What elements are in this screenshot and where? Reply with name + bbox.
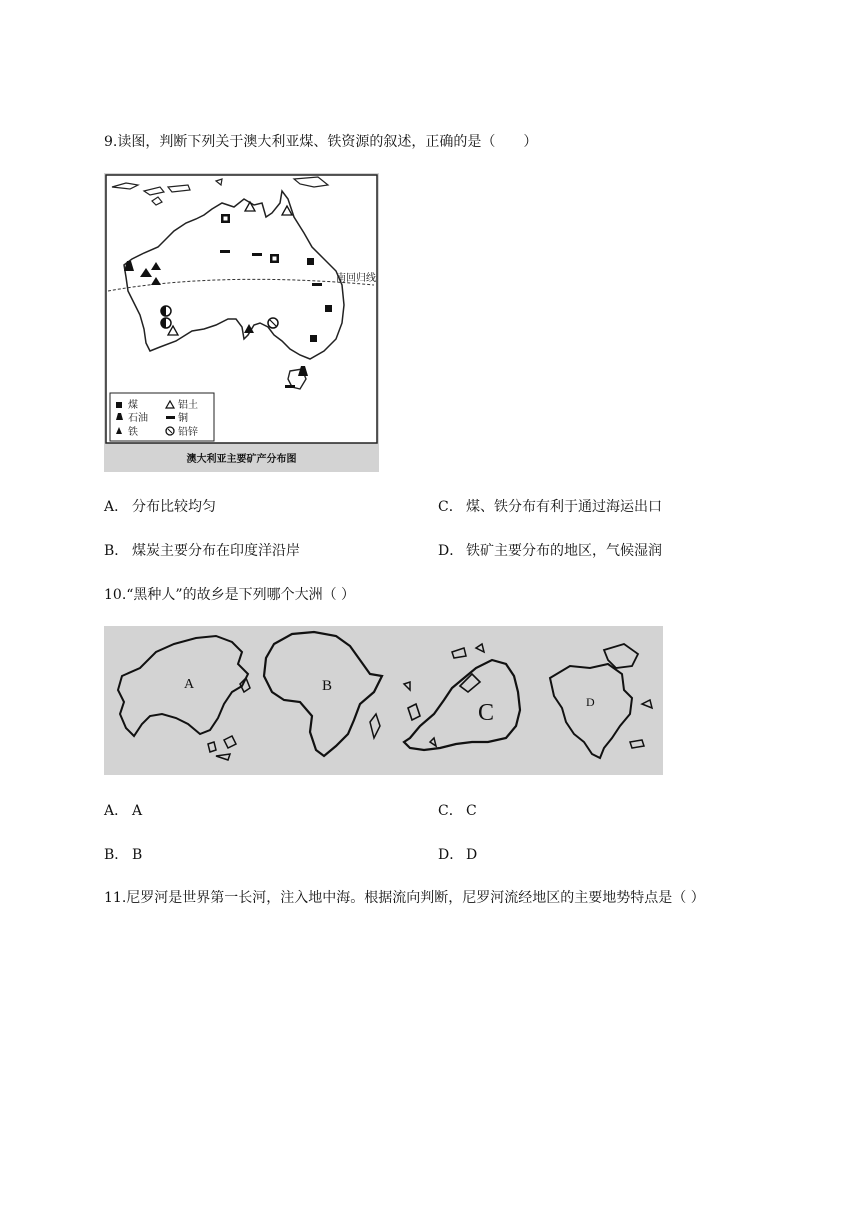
continents-map <box>104 626 663 775</box>
question-10-stem: 10.“黑种人”的故乡是下列哪个大洲（ ） <box>104 587 356 603</box>
legend-copper: 铜 <box>178 413 188 424</box>
continent-b-outline <box>264 632 382 756</box>
q9-option-d[interactable]: D． 铁矿主要分布的地区，气候湿润 <box>438 543 662 559</box>
label-d: D <box>586 695 595 709</box>
legend-bauxite: 铝土 <box>178 400 198 411</box>
q10-option-a[interactable]: A． A <box>104 803 143 819</box>
question-11-stem: 11.尼罗河是世界第一长河，注入地中海。根据流向判断，尼罗河流经地区的主要地势特点是（ ） <box>104 890 705 906</box>
copper-symbol <box>285 385 295 388</box>
legend-coal: 煤 <box>128 400 138 411</box>
coal-symbol <box>307 258 314 265</box>
label-c: C <box>478 700 495 726</box>
coal-symbol <box>310 335 317 342</box>
q9-option-b[interactable]: B． 煤炭主要分布在印度洋沿岸 <box>104 543 300 559</box>
q10-option-b[interactable]: B． B <box>104 847 143 863</box>
coal-symbol <box>325 305 332 312</box>
q10-option-d[interactable]: D． D <box>438 847 478 863</box>
label-b: B <box>322 678 333 694</box>
question-9-stem: 9.读图，判断下列关于澳大利亚煤、铁资源的叙述，正确的是（ ） <box>104 134 538 150</box>
map-legend <box>110 393 214 441</box>
tropic-label: 南回归线 <box>336 273 376 284</box>
continent-c-outline <box>404 660 520 750</box>
map-caption: 澳大利亚主要矿产分布图 <box>186 454 297 465</box>
continent-a-outline <box>118 636 248 736</box>
legend-lead-zinc: 铅锌 <box>178 427 198 438</box>
q9-option-a[interactable]: A． 分布比较均匀 <box>104 499 216 515</box>
label-a: A <box>184 677 195 692</box>
copper-symbol <box>312 283 322 286</box>
australia-minerals-map <box>104 173 379 472</box>
legend-oil: 石油 <box>128 413 148 424</box>
copper-symbol <box>220 250 230 253</box>
q9-option-c[interactable]: C． 煤、铁分布有利于通过海运出口 <box>438 499 662 515</box>
continent-d-outline <box>550 664 632 758</box>
copper-symbol <box>252 253 262 256</box>
legend-iron: 铁 <box>128 427 138 438</box>
q10-option-c[interactable]: C． C <box>438 803 477 819</box>
